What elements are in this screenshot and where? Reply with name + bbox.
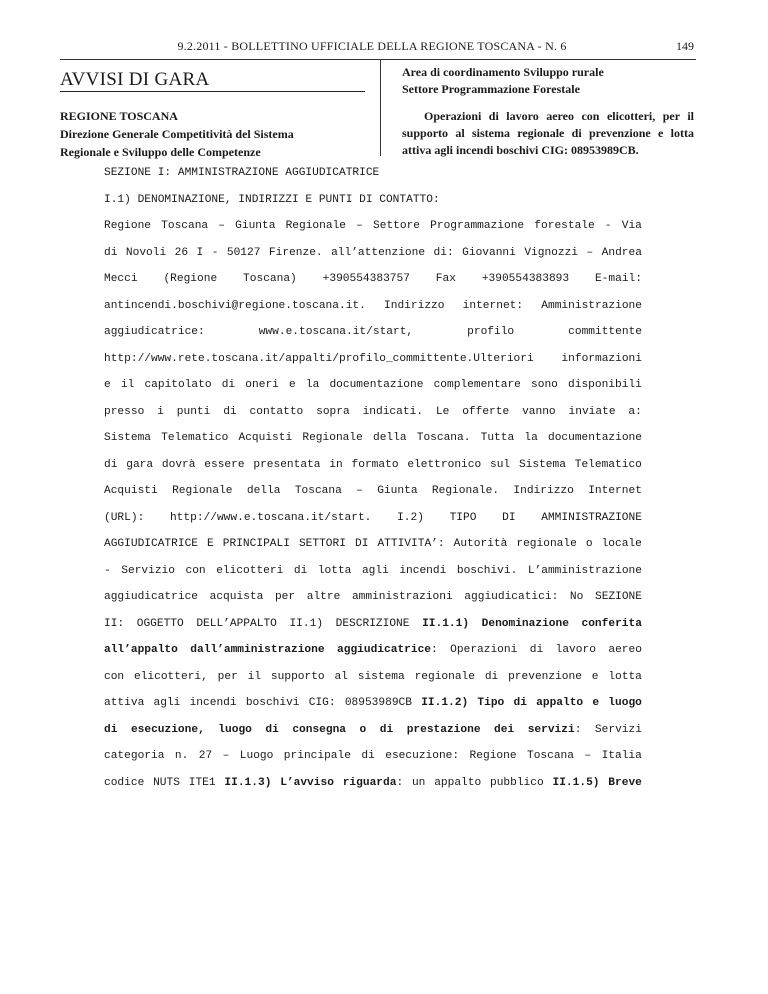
body-word: aggiudicatici: [464, 591, 559, 603]
body-word: Tipo [477, 697, 505, 709]
body-word: (Regione [163, 273, 218, 285]
body-word: sono [531, 379, 558, 391]
body-word: complementare [433, 379, 521, 391]
body-word: supporto [270, 670, 325, 683]
body-word: offerte [462, 405, 510, 418]
body-word: documentazione [547, 432, 642, 444]
body-word: I [196, 246, 204, 259]
body-word: oneri [245, 379, 279, 391]
body-word: all’appalto [104, 644, 178, 656]
body-word: la [305, 379, 320, 391]
body-word: al [334, 670, 348, 683]
body-word: di: [433, 246, 454, 259]
body-word: Acquisti [104, 485, 158, 497]
body-word: aggiudicatrice [104, 591, 198, 603]
body-word: di [265, 723, 279, 736]
notice-subject: Operazioni di lavoro aereo con elicotteri, per il supporto al sistema regionale di prevenzione e lotta attiva agli incendi boschivi CIG: 08953989CB. [402, 109, 694, 157]
body-word: forestale [534, 220, 595, 232]
body-word: di [529, 644, 544, 656]
body-word: locale [601, 538, 642, 550]
issuer-name: REGIONE TOSCANA [60, 109, 178, 123]
body-word: principale [283, 750, 351, 762]
body-word: Acquisti [238, 432, 293, 444]
body-word: punti [176, 405, 211, 418]
body-word: consegna [292, 723, 347, 736]
body-word: ITE1 [188, 776, 216, 789]
body-word: regionale [414, 670, 475, 683]
body-word: elicotteri [216, 564, 284, 577]
body-word: o [359, 723, 367, 736]
body-line [104, 637, 642, 664]
body-word: della [246, 485, 281, 497]
body-word: la [524, 432, 538, 444]
body-word: luogo [608, 697, 642, 709]
body-word: – [218, 220, 225, 232]
body-word: Denominazione [481, 617, 569, 630]
body-word: Toscana [294, 485, 342, 497]
body-word: con [104, 670, 125, 683]
body-word: DI [354, 538, 369, 550]
body-line [104, 664, 642, 691]
body-word: Settore [373, 220, 421, 232]
body-word: L’avviso [280, 776, 334, 789]
body-word: sopra [316, 405, 350, 418]
body-word: i [157, 405, 164, 418]
body-word: Indirizzo [513, 485, 574, 497]
body-word: Via [621, 220, 642, 232]
body-word: Indirizzo [384, 299, 445, 312]
body-word: incendi [189, 697, 237, 709]
body-word: No [569, 591, 584, 603]
body-word: - [211, 246, 219, 259]
body-word: Regione [469, 750, 517, 762]
body-word: e [591, 670, 599, 683]
body-line [104, 187, 642, 214]
body-word: all’attenzione [331, 246, 426, 259]
body-word: contatto [249, 405, 304, 418]
body-line [104, 584, 642, 611]
body-word: internet: [462, 299, 524, 312]
body-word: Telematico [161, 432, 229, 444]
body-word: DESCRIZIONE [335, 617, 410, 630]
body-line [104, 160, 642, 187]
body-word: inviate [568, 405, 616, 418]
body-word: aereo [608, 644, 642, 656]
header-rule [60, 59, 696, 60]
body-line [104, 717, 642, 744]
body-word-group [337, 637, 438, 664]
body-word: Toscana. [416, 432, 471, 444]
notice-body [104, 160, 642, 796]
body-word-group [528, 717, 582, 744]
body-line [104, 478, 642, 505]
body-word: Sistema [518, 458, 566, 471]
body-word: esecuzione: [385, 750, 460, 762]
section-title: AVVISI DI GARA [60, 69, 210, 90]
body-word: DI [502, 511, 516, 524]
body-word: I.2) [397, 511, 424, 524]
body-word: il [120, 379, 135, 391]
body-word: presso [104, 405, 145, 418]
body-line [104, 452, 642, 479]
body-word: TIPO [449, 511, 477, 524]
body-line [104, 399, 642, 426]
body-word: - [604, 220, 612, 232]
body-word: PRINCIPALI [222, 538, 290, 550]
body-word: – [356, 485, 363, 497]
body-word: sul [489, 458, 511, 471]
body-word: attiva [104, 697, 145, 709]
body-word: SEZIONE [594, 591, 642, 603]
body-word: indicati. [362, 405, 424, 418]
body-word: boschivi [245, 697, 300, 709]
body-word: L’amministrazione [527, 564, 642, 577]
body-word: ATTIVITA’: [377, 538, 445, 550]
body-word: di [221, 379, 236, 391]
body-word: di [293, 564, 308, 577]
body-word: formato [351, 458, 399, 471]
body-word: n. [174, 750, 189, 762]
body-word: DELL’APPALTO [196, 617, 277, 630]
body-word: disponibili [568, 379, 642, 391]
body-word: SETTORI [298, 538, 346, 550]
body-word: : [396, 776, 404, 789]
column-divider [380, 60, 381, 156]
body-word: II.1) [289, 617, 324, 630]
body-word: della [372, 432, 407, 444]
page-number: 149 [676, 39, 694, 53]
body-word: aggiudicatrice: [104, 326, 205, 338]
body-word: vanno [522, 405, 556, 418]
body-word: www.e.toscana.it/start, [258, 326, 414, 338]
body-word: http://www.e.toscana.it/start. [169, 511, 372, 524]
body-word: Toscana [526, 750, 574, 762]
body-word: 50127 [226, 246, 261, 259]
body-word: Programmazione [430, 220, 525, 232]
area-name: Area di coordinamento Sviluppo rurale [402, 65, 604, 79]
body-word: capitolato [144, 379, 212, 391]
body-word: altre [306, 591, 341, 603]
body-word: – [222, 750, 230, 762]
body-word: SEZIONE I: AMMINISTRAZIONE AGGIUDICATRICE [104, 167, 380, 179]
body-word: presentata [253, 458, 321, 471]
body-word: (URL): [104, 511, 145, 524]
body-line [104, 770, 642, 797]
body-word: I.1) DENOMINAZIONE, INDIRIZZI E PUNTI DI CONTATTO: [104, 193, 440, 206]
body-word: codice [104, 776, 145, 789]
body-line [104, 425, 642, 452]
body-word: incendi [399, 564, 447, 577]
body-word: +390554383893 [481, 273, 570, 285]
issuer-block [60, 107, 370, 161]
body-word: luogo [218, 723, 252, 736]
body-word: Internet [588, 485, 642, 497]
body-word: prestazione [406, 723, 481, 736]
body-word: prevenzione [508, 670, 582, 683]
body-word: il [247, 670, 262, 683]
body-word: Sistema [104, 432, 151, 444]
body-word: Italia [601, 750, 642, 762]
body-word: gara [126, 458, 154, 471]
body-word: Amministrazione [541, 299, 642, 312]
body-line [104, 372, 642, 399]
body-word: di [104, 246, 118, 259]
area-sector: Settore Programmazione Forestale [402, 82, 580, 96]
body-line [104, 240, 642, 267]
body-word: Operazioni [450, 644, 518, 656]
body-word: : [574, 723, 582, 736]
body-word: dei [494, 723, 515, 736]
body-word: o [585, 538, 593, 550]
body-word: per [217, 670, 238, 683]
body-word: pubblico [489, 776, 544, 789]
body-line [104, 690, 642, 717]
body-word: di [379, 723, 394, 736]
body-word: dovrà [161, 458, 196, 471]
body-word: di [104, 723, 118, 736]
body-word: riguarda [342, 776, 397, 789]
body-word: Mecci [104, 273, 138, 285]
body-word: - [104, 564, 111, 577]
body-word: e [592, 697, 600, 709]
body-word: amministrazioni [351, 591, 453, 603]
body-word: Regionale [172, 485, 233, 497]
body-word: Toscana [161, 220, 209, 232]
body-line [104, 346, 642, 373]
body-word: di [484, 670, 499, 683]
body-word: 27 [198, 750, 213, 762]
body-word: Regionale. [431, 485, 500, 497]
body-word: boschivi. [456, 564, 518, 577]
issuer-directorate-cont: Regionale e Sviluppo delle Competenze [60, 145, 261, 159]
body-word-group [343, 770, 403, 797]
body-word: agli [153, 697, 181, 709]
running-header: 9.2.2011 - BOLLETTINO UFFICIALE DELLA REGIONE TOSCANA - N. 6 [177, 39, 567, 53]
body-line [104, 266, 642, 293]
body-line [104, 531, 642, 558]
body-word: Novoli [125, 246, 167, 259]
body-word: Servizio [121, 564, 175, 577]
body-word: di [104, 458, 118, 471]
body-word: a: [628, 405, 642, 418]
body-word: sistema [357, 670, 405, 683]
body-word: http://www.rete.toscana.it/appalti/profilo_committente.Ulteriori [104, 352, 534, 365]
body-word: +390554383757 [322, 273, 410, 285]
body-word: in [329, 458, 343, 471]
body-word: lotta [317, 564, 352, 577]
body-word: committente [568, 326, 642, 338]
body-word: CIG: [308, 697, 336, 709]
body-word: documentazione [329, 379, 424, 391]
body-word: Breve [608, 776, 642, 789]
body-word: e [289, 379, 296, 391]
body-line [104, 505, 642, 532]
body-word: di [361, 750, 375, 762]
body-word: OGGETTO [136, 617, 184, 630]
body-word: servizi [527, 723, 575, 736]
body-word: II.1.2) [421, 697, 469, 709]
body-word: Giunta [235, 220, 276, 232]
body-word: Fax [435, 273, 456, 285]
body-word: Andrea [601, 246, 642, 259]
body-word: II.1.5) [552, 776, 600, 789]
body-word: Servizi [594, 723, 642, 736]
body-line [104, 319, 642, 346]
body-word: e [104, 379, 111, 391]
body-word: Regionale [302, 432, 363, 444]
body-word: per [274, 591, 296, 603]
section-title-underline [60, 91, 365, 92]
body-line [104, 611, 642, 638]
body-word: E-mail: [594, 273, 642, 285]
body-word: regionale [516, 538, 577, 550]
body-word: Vignozzi [524, 246, 579, 259]
body-word: con [185, 564, 206, 577]
body-word: elettronico [407, 458, 482, 471]
body-word: acquista [209, 591, 264, 603]
body-word: aggiudicatrice [337, 644, 432, 656]
body-word: agli [361, 564, 389, 577]
body-word: E [207, 538, 214, 550]
body-word: lavoro [555, 644, 596, 656]
body-word: Regionale [285, 220, 347, 232]
body-word: essere [204, 458, 245, 471]
body-word: conferita [581, 617, 642, 630]
body-word: esecuzione, [130, 723, 205, 736]
body-word: Autorità [453, 538, 508, 550]
body-word: Tutta [480, 432, 515, 444]
body-word: Giovanni [462, 246, 516, 259]
body-word: – [584, 750, 592, 762]
issuer-directorate: Direzione Generale Competitività del Sistema [60, 127, 294, 141]
body-word: Giunta [377, 485, 418, 497]
body-line [104, 558, 642, 585]
body-word: AGGIUDICATRICE [104, 538, 198, 550]
body-word: II.1.3) [224, 776, 272, 789]
body-word: – [356, 220, 363, 232]
body-word: antincendi.boschivi@regione.toscana.it. [104, 299, 366, 312]
body-word: Toscana) [243, 273, 297, 285]
body-word: 08953989CB [344, 697, 412, 709]
body-word: categoria [104, 750, 165, 762]
body-word: : [431, 644, 438, 656]
body-line [104, 213, 642, 240]
body-word: Luogo [239, 750, 274, 762]
body-word: II.1.1) [422, 617, 470, 630]
body-word: informazioni [561, 352, 642, 365]
body-word: Le [435, 405, 450, 418]
body-word: II: [104, 617, 125, 630]
body-word: Firenze. [268, 246, 323, 259]
body-word: profilo [467, 326, 515, 338]
body-word: elicotteri, [133, 670, 208, 683]
body-word: appalto [434, 776, 482, 789]
body-word: appalto [536, 697, 584, 709]
body-word: di [513, 697, 527, 709]
body-word: lotta [608, 670, 642, 683]
body-word: Telematico [574, 458, 642, 471]
body-word: dall’amministrazione [190, 644, 325, 656]
body-word: – [586, 246, 594, 259]
area-block [402, 64, 702, 98]
body-line [104, 743, 642, 770]
body-word: 26 [174, 246, 189, 259]
body-word: un [411, 776, 426, 789]
body-word: Regione [104, 220, 151, 232]
body-word: di [223, 405, 237, 418]
body-line [104, 293, 642, 320]
body-word: AMMINISTRAZIONE [541, 511, 642, 524]
body-word: NUTS [153, 776, 180, 789]
